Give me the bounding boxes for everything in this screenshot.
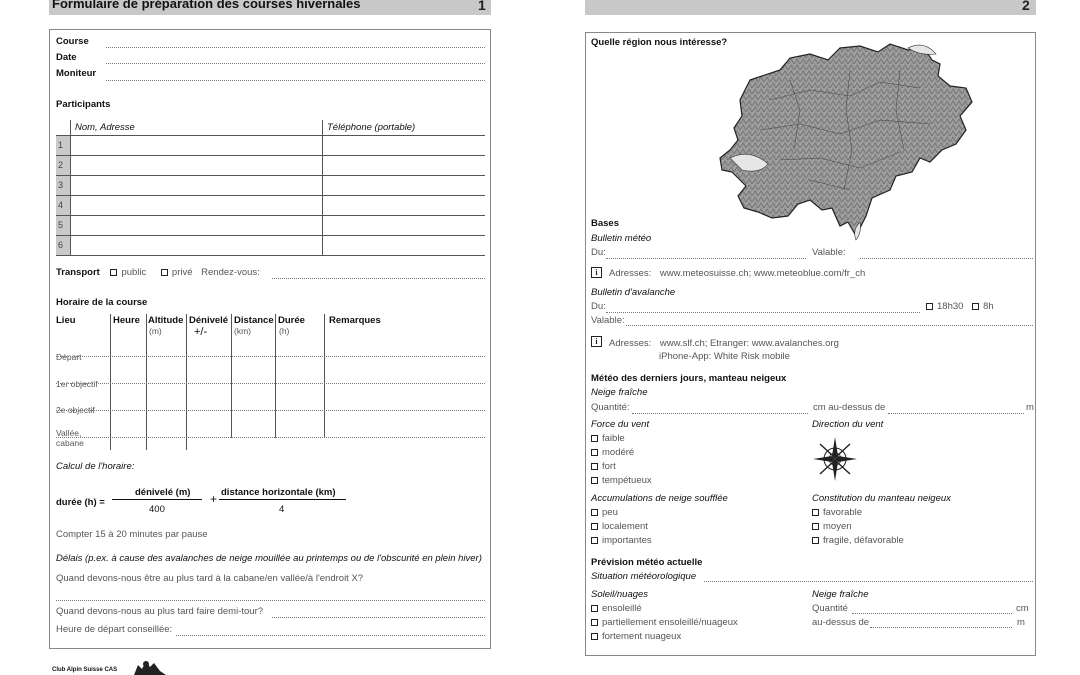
participants-col-name: Nom, Adresse [75,122,135,133]
accum-option [591,521,648,532]
horaire-col-denivele: Dénivelé [189,315,229,326]
horaire-heading: Horaire de la course [56,297,148,308]
formula-fraction-bar [219,499,346,500]
formula-num2: distance horizontale (km) [221,487,336,498]
accum-checkbox[interactable] [591,537,598,544]
participant-row-line [56,195,485,196]
constitution-option [812,521,852,532]
horaire-row-line[interactable] [56,356,485,357]
transport-row [56,267,260,278]
meteo-du-line[interactable] [606,258,806,259]
info-icon: i [591,336,602,347]
formula-den1: 400 [149,504,165,515]
neige-fraiche-label: Neige fraîche [591,387,648,398]
quantite-line[interactable] [632,413,808,414]
page2-number: 2 [1022,0,1030,13]
horaire-divider [275,314,276,438]
horaire-divider [231,314,232,438]
horaire-divider [186,314,187,450]
question-arrival-line[interactable] [56,600,485,601]
participants-table-top [56,135,485,136]
soleil-checkbox[interactable] [591,619,598,626]
meteo-adresses [609,268,865,279]
horaire-divider [146,314,147,450]
aval-valable-label: Valable: [591,315,625,326]
soleil-option-label: ensoleillé [602,603,642,614]
horaire-col-heure: Heure [113,315,140,326]
horaire-col-remarques: Remarques [329,315,381,326]
question-arrival: Quand devons-nous être au plus tard à la cabane/en vallée/à l'endroit X? [56,573,364,584]
field-date-label: Date [56,52,77,63]
cas-logo-icon [130,659,170,675]
meteo-adresses-label: Adresses: [609,268,652,279]
participants-col-phone: Téléphone (portable) [327,122,416,133]
aval-links[interactable]: www.slf.ch; Etranger: www.avalanches.org [659,338,839,349]
constitution-option-label: favorable [823,507,863,518]
force-checkbox[interactable] [591,449,598,456]
transport-label: Transport [56,267,100,278]
constitution-heading: Constitution du manteau neigeux [812,493,951,504]
aval-app: iPhone-App: White Risk mobile [659,351,790,362]
m-unit2: m [1017,617,1025,628]
constitution-checkbox[interactable] [812,537,819,544]
horaire-col-distance: Distance [234,315,274,326]
field-moniteur-line[interactable] [106,80,485,81]
accum-option-label: peu [602,507,618,518]
accum-checkbox[interactable] [591,523,598,530]
transport-public-label: public [121,267,147,278]
meteo-du-label: Du: [591,247,606,258]
accum-heading: Accumulations de neige soufflée [591,493,728,504]
horaire-row-objectif2: 2e objectif [56,405,95,415]
time-8h-checkbox[interactable] [972,303,979,310]
force-option [591,475,652,486]
page1-number: 1 [478,0,486,13]
time-8h-label: 8h [983,301,994,312]
horaire-col-lieu: Lieu [56,315,76,326]
participant-row-num: 6 [56,236,70,256]
field-course-line[interactable] [106,47,485,48]
formula-plus: + [210,492,218,506]
horaire-col-duree-unit: (h) [279,326,290,336]
constitution-option [812,535,904,546]
participant-row-line [56,255,485,256]
bulletin-meteo-label: Bulletin météo [591,233,652,244]
pause-text: Compter 15 à 20 minutes par pause [56,529,208,540]
force-option [591,461,616,472]
participant-row-num: 3 [56,176,70,196]
soleil-heading: Soleil/nuages [591,589,649,600]
bases-heading: Bases [591,218,619,229]
force-option-label: faible [602,433,625,444]
participant-row-line [56,175,485,176]
aval-valable-line[interactable] [626,325,1033,326]
accum-option-label: localement [602,521,648,532]
soleil-checkbox[interactable] [591,605,598,612]
horaire-row-objectif1: 1er objectif [56,379,98,389]
compass-rose-icon[interactable] [812,436,858,482]
horaire-col-denivele-unit: +/- [194,326,208,338]
participant-row-num: 4 [56,196,70,216]
question-turnaround-line[interactable] [272,617,485,618]
force-option [591,433,625,444]
aval-du-label: Du: [591,301,606,312]
constitution-checkbox[interactable] [812,509,819,516]
m-unit: m [1026,402,1034,413]
formula-fraction-bar [112,499,202,500]
force-checkbox[interactable] [591,435,598,442]
participant-row-num: 1 [56,136,70,156]
horaire-col-distance-unit: (km) [234,326,251,336]
rendezvous-line[interactable] [272,278,485,279]
accum-option [591,507,618,518]
info-icon: i [591,267,602,278]
time-1830-label: 18h30 [937,301,964,312]
participant-row-num: 5 [56,216,70,236]
participant-row-line [56,155,485,156]
rendezvous-label: Rendez-vous: [201,267,260,278]
horaire-row-vallee: Vallée, cabane [56,428,84,448]
horaire-col-duree: Durée [278,315,305,326]
altitude-line[interactable] [888,413,1024,414]
field-moniteur-label: Moniteur [56,68,97,79]
constitution-option-label: moyen [823,521,852,532]
quantite2-line[interactable] [852,613,1012,614]
aval-adresses-label: Adresses: [609,338,652,349]
field-date-line[interactable] [106,63,485,64]
participant-row-line [56,215,485,216]
constitution-option [812,507,862,518]
meteo-valable-label: Valable: [812,247,846,258]
horaire-row-line[interactable] [56,437,485,438]
constitution-option-label: fragile, défavorable [823,535,904,546]
constitution-checkbox[interactable] [812,523,819,530]
quantite-label: Quantité: [591,402,630,413]
horaire-divider [324,314,325,438]
situation-line[interactable] [704,581,1033,582]
cm-au-dessus-label: cm au-dessus de [813,402,886,413]
soleil-option [591,603,642,614]
participant-row-line [56,235,485,236]
question-departure: Heure de départ conseillée: [56,624,173,635]
question-turnaround: Quand devons-nous au plus tard faire demi-tour? [56,606,264,617]
horaire-col-altitude: Altitude [148,315,184,326]
soleil-option [591,617,738,628]
aval-du-line[interactable] [606,312,920,313]
neige-fraiche2-heading: Neige fraîche [812,589,869,600]
accum-option-label: importantes [602,535,652,546]
transport-prive-label: privé [171,267,193,278]
region-question: Quelle région nous intéresse? [591,37,728,48]
delais-text: Délais (p.ex. à cause des avalanches de neige mouillée au printemps ou de l'obscurité en plein hiver) [56,553,482,564]
horaire-col-altitude-unit: (m) [149,326,162,336]
soleil-checkbox[interactable] [591,633,598,640]
force-checkbox[interactable] [591,463,598,470]
soleil-option [591,631,681,642]
soleil-option-label: fortement nuageux [602,631,682,642]
direction-vent-heading: Direction du vent [812,419,884,430]
horaire-row-line[interactable] [56,383,485,384]
force-option-label: tempétueux [602,475,652,486]
force-checkbox[interactable] [591,477,598,484]
accum-option [591,535,652,546]
transport-prive-checkbox[interactable] [161,269,168,276]
participants-heading: Participants [56,99,111,110]
switzerland-map[interactable] [710,40,980,252]
force-option-label: modéré [602,447,635,458]
force-option [591,447,634,458]
footer-logo-text: Club Alpin Suisse CAS [52,667,118,673]
horaire-divider [110,314,111,450]
calcul-label: Calcul de l'horaire: [56,461,135,472]
aval-time-options [926,301,994,312]
field-course-label: Course [56,36,89,47]
formula-den2: 4 [279,504,285,515]
aval-adresses [609,338,839,349]
bulletin-avalanche-label: Bulletin d'avalanche [591,287,676,298]
question-departure-line[interactable] [176,635,485,636]
au-dessus-line[interactable] [870,627,1012,628]
page2-header-bar [585,0,1036,15]
meteo-links[interactable]: www.meteosuisse.ch; www.meteoblue.com/fr_ch [659,268,866,279]
cm-unit: cm [1016,603,1029,614]
accum-checkbox[interactable] [591,509,598,516]
force-option-label: fort [602,461,616,472]
page1-title: Formulaire de préparation des courses hivernales [52,0,361,11]
horaire-row-depart: Départ [56,352,82,362]
horaire-row-line[interactable] [56,410,485,411]
force-vent-heading: Force du vent [591,419,650,430]
time-1830-checkbox[interactable] [926,303,933,310]
participant-row-num: 2 [56,156,70,176]
soleil-option-label: partiellement ensoleillé/nuageux [602,617,738,628]
situation-label: Situation météorologique [591,571,697,582]
formula-num1: dénivelé (m) [135,487,191,498]
quantite2-label: Quantité [812,603,848,614]
transport-public-checkbox[interactable] [110,269,117,276]
meteo-heading: Météo des derniers jours, manteau neigeux [591,373,787,384]
au-dessus-label: au-dessus de [812,617,870,628]
prevision-heading: Prévision météo actuelle [591,557,703,568]
meteo-valable-line[interactable] [860,258,1033,259]
formula-left: durée (h) = [56,497,105,508]
